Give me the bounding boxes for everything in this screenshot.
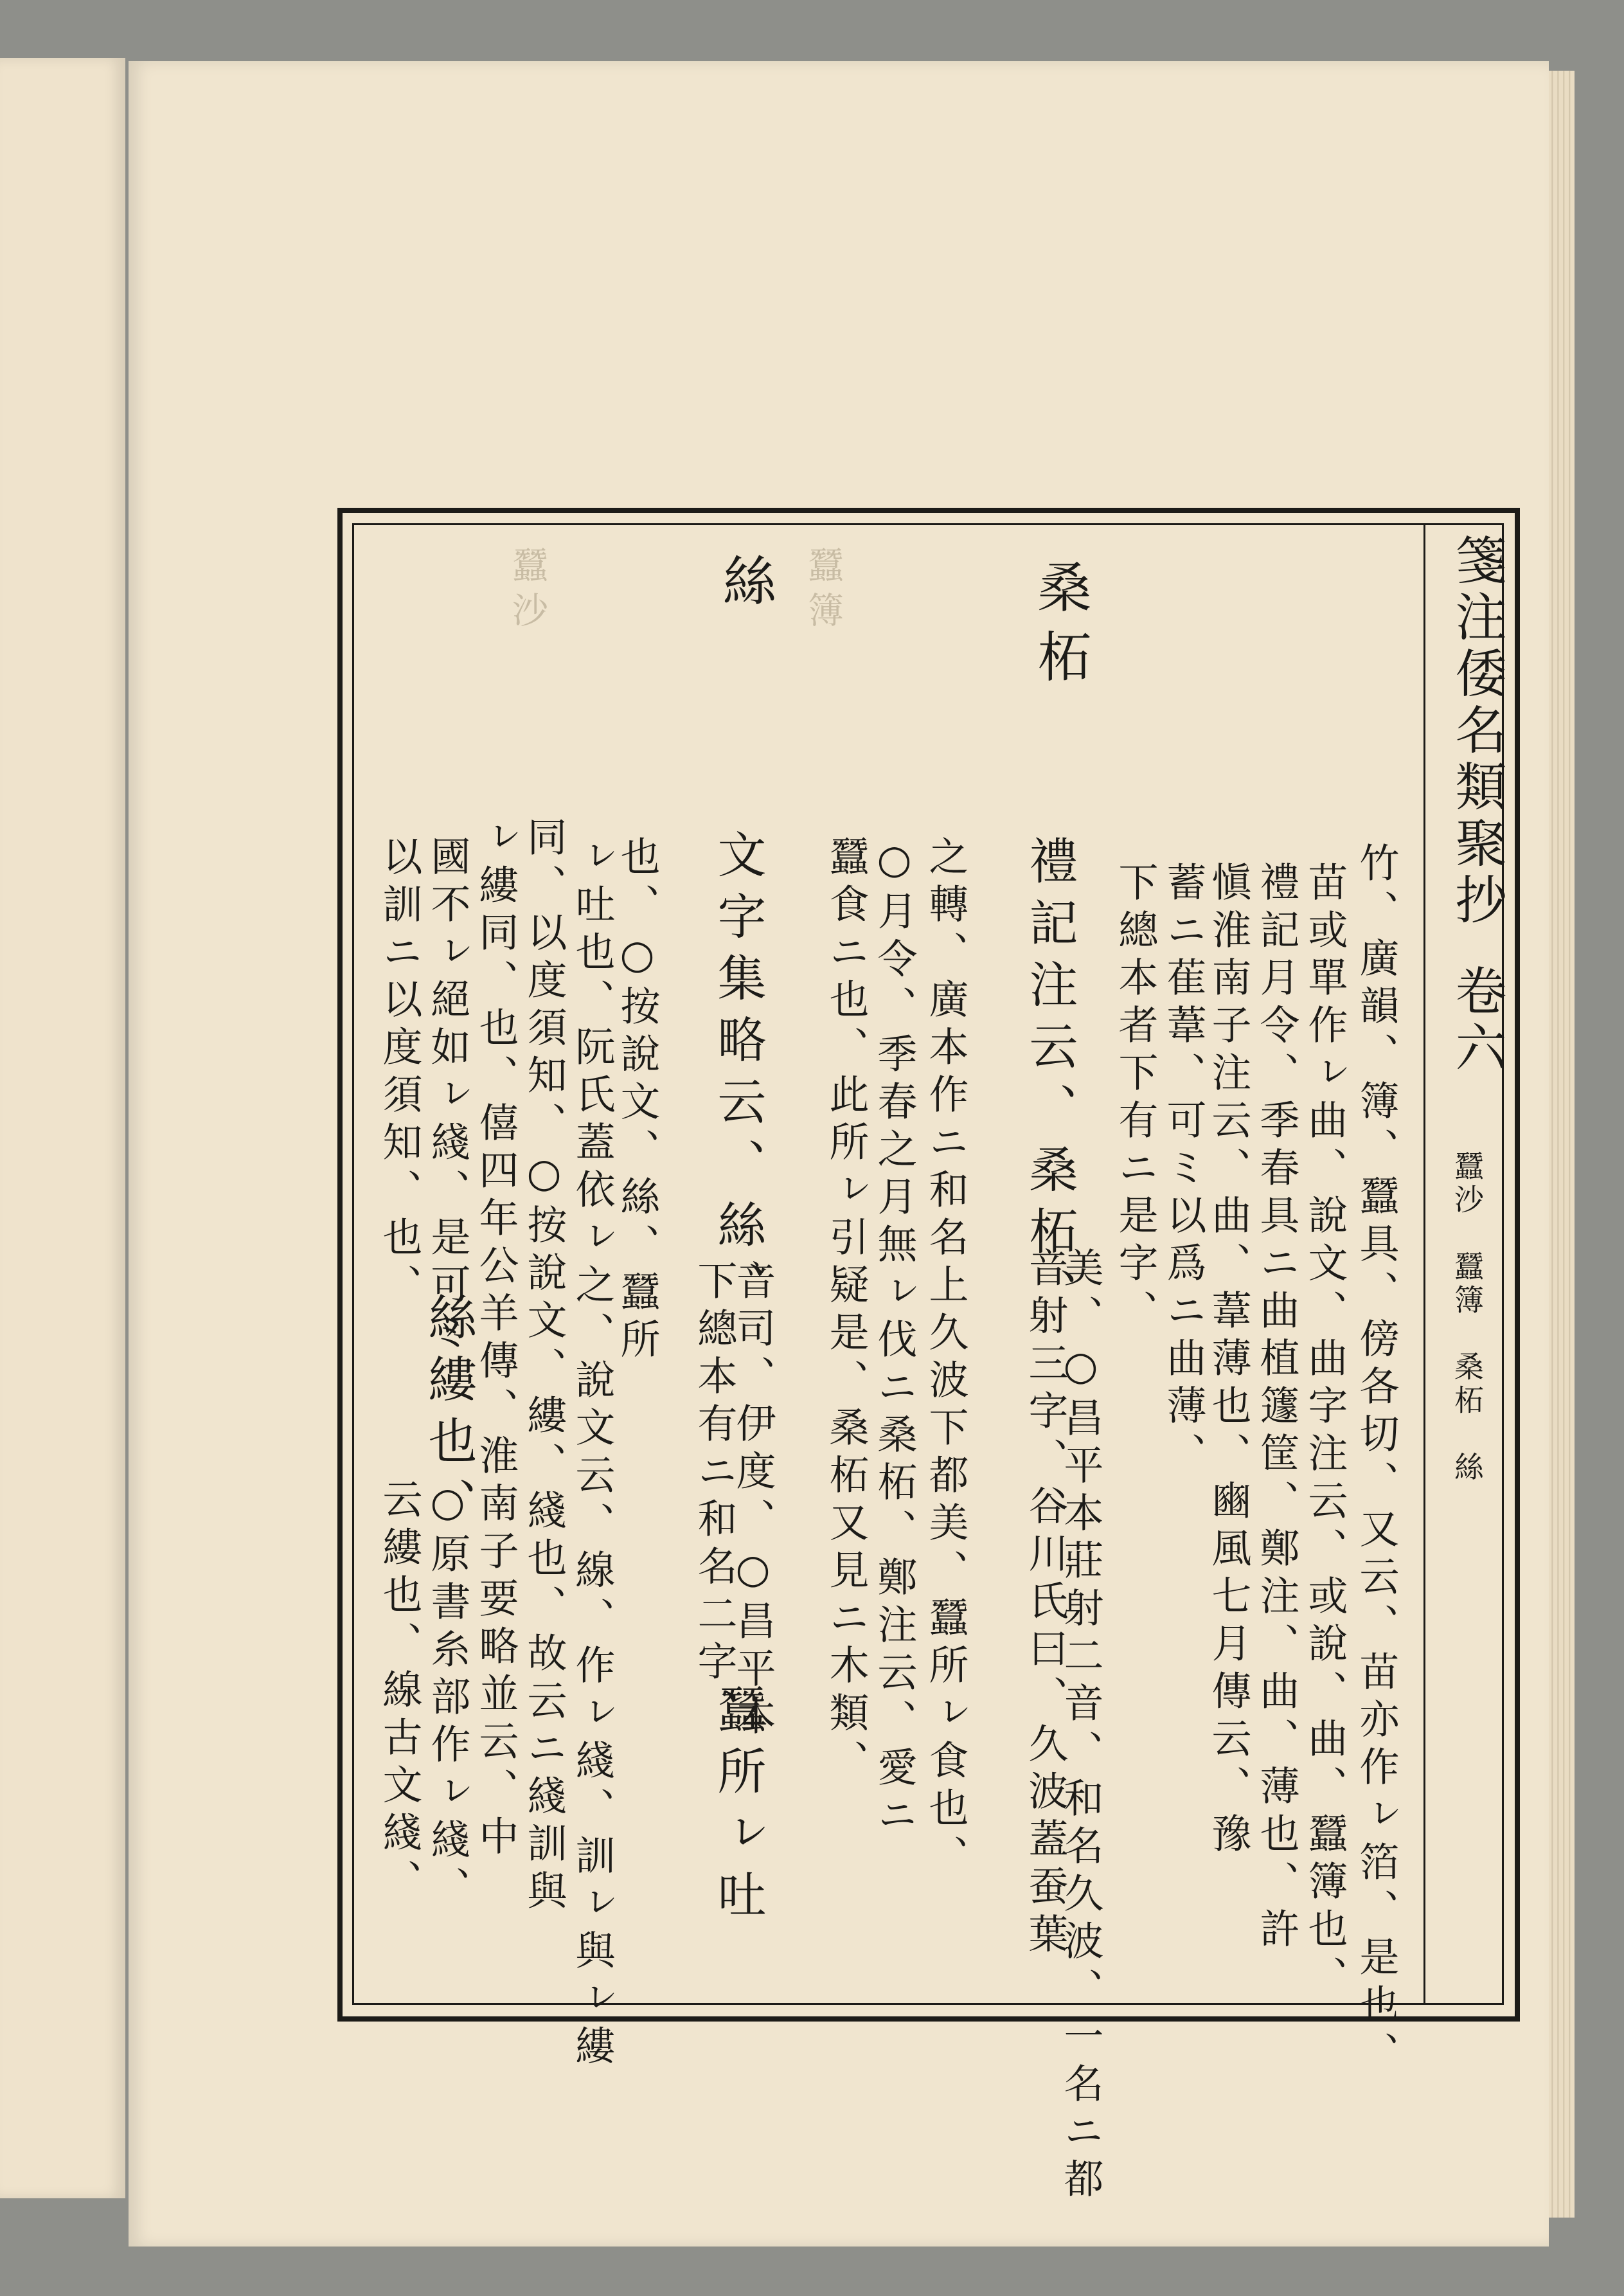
text-column: 文字集略云、絲、 bbox=[709, 829, 767, 1323]
text-column: ○月令、季春之月無ㇾ伐ニ桑柘、鄭注云、愛ニ bbox=[871, 836, 918, 1842]
text-column: 同、以度須知、○按說文、縷、綫也、故云ニ綫訓與 bbox=[521, 816, 567, 1917]
text-column: 蠶所ㇾ吐 bbox=[709, 1684, 767, 1931]
text-column: 蓄ニ萑葦、可ミ以爲ニ曲薄、 bbox=[1160, 861, 1207, 1480]
heading-si: 絲 bbox=[714, 553, 777, 622]
text-column: ㇾ縷同、也、僖四年公羊傳、淮南子要略並云、中 bbox=[472, 816, 519, 1863]
text-column: 音射三字、谷川氏曰、久波蓋蚕葉 bbox=[1022, 1247, 1069, 1960]
margin-section: 蠶沙 蠶簿 桑柘 絲 bbox=[1450, 1151, 1485, 1485]
text-column: 國不ㇾ絕如ㇾ綫、是可ミ bbox=[424, 836, 471, 1359]
margin-rule bbox=[1423, 523, 1425, 2005]
text-column: 之轉、廣本作ニ和名上久波下都美、蠶所ㇾ食也、 bbox=[922, 836, 969, 1882]
text-column: 下總本者下有ニ是字、 bbox=[1112, 861, 1159, 1337]
text-column: 云縷也、線古文綫、 bbox=[376, 1478, 423, 1906]
text-column: ㇾ吐也、阮氏蓋依ㇾ之、說文云、線、作ㇾ綫、訓ㇾ與ㇾ縷 bbox=[569, 836, 616, 2072]
text-column: 禮記月令、季春具ニ曲植籧筐、鄭注、曲、薄也、許 bbox=[1253, 861, 1300, 1955]
text-column: 絲縷也、 bbox=[420, 1292, 477, 1539]
heading-sangzhe: 桑柘 bbox=[1029, 559, 1092, 698]
text-column: 也、○按說文、絲、蠶所 bbox=[614, 836, 661, 1366]
text-column: 美、○昌平本莊射二音、和名久波、一名ニ都 bbox=[1057, 1247, 1104, 2205]
margin-volume: 卷六 bbox=[1447, 964, 1506, 1077]
text-column: 音司、伊度、○昌平本 bbox=[729, 1260, 776, 1743]
text-column: ○原書糸部作ㇾ綫、 bbox=[424, 1478, 471, 1914]
text-column: 以訓ニ以度須知、也、 bbox=[376, 836, 423, 1311]
text-column: 蠶食ニ也、此所ㇾ引疑是、桑柘又見ニ木類、 bbox=[823, 836, 870, 1787]
left-page bbox=[0, 58, 125, 2198]
text-column: 愼淮南子注云、曲、葦薄也、豳風七月傳云、豫 bbox=[1205, 861, 1252, 1860]
text-column: 苗或單作ㇾ曲、說文、曲字注云、或說、曲、蠶簿也、 bbox=[1301, 861, 1348, 2003]
text-column: 竹、廣韻、簿、蠶具、傍各切、又云、苗亦作ㇾ箔、是也、 bbox=[1353, 842, 1400, 2079]
text-column: 下總本有ニ和名二字、 bbox=[691, 1260, 738, 1735]
bleed-through-text: 蠶沙 bbox=[506, 546, 548, 636]
bleed-through-text: 蠶簿 bbox=[802, 546, 844, 636]
text-column: 禮記注云、桑柘、 bbox=[1021, 836, 1078, 1329]
margin-title: 箋注倭名類聚抄 bbox=[1447, 534, 1506, 929]
